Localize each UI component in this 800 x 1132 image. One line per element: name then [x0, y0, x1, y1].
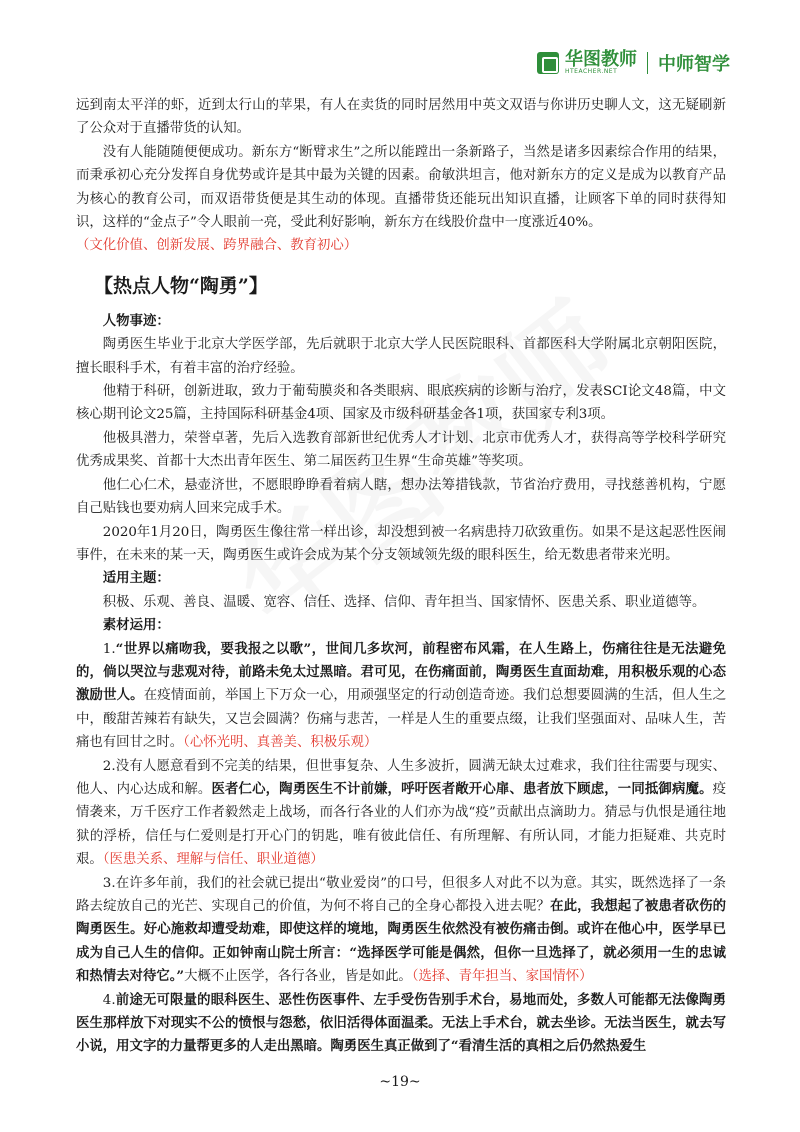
deeds-paragraph: 2020年1月20日，陶勇医生像往常一样出诊，却没想到被一名病患持刀砍致重伤。如果不是这起恶性医闹事件，在未来的某一天，陶勇医生或许会成为某个分支领域领先级的眼科医生，给无数患者带来光明。: [76, 524, 726, 563]
usage-lead: 1.: [102, 641, 116, 657]
usage-lead: 2.没有人愿意看到不完美的结果，但世事复杂、人生多波折，圆满无缺太过难求，我们往往需要与现实、他人、内心达成和解。: [76, 758, 726, 797]
usage-bold: 前途无可限量的眼科医生、恶性伤医事件、左手受伤告别手术台，易地而处，多数人可能都无法像陶勇医生那样放下对现实不公的愤恨与怨愁，依旧活得体面温柔。无法上手术台，就去坐诊。无法当医生，就去写小说，用文字的力量帮更多的人走出黑暗。陶勇医生真正做到了“看清生活的真相之后仍然热爱生: [76, 991, 726, 1055]
usage-tags: （医患关系、理解与信任、职业道德）: [102, 852, 324, 868]
usage-bold: 在此，我想起了被患者砍伤的陶勇医生。好心施救却遭受劫难，即使这样的境地，陶勇医生依然没有被伤痛击倒。或许在他心中，医学早已成为自己人生的信仰。正如钟南山院士所言：“选择医学可能是偶然，但你一旦选择了，就必须用一生的忠诚和热情去对待它。”: [76, 898, 727, 985]
deeds-heading: 人物事迹：: [102, 312, 170, 329]
logo-partner: 中师智学: [658, 54, 730, 75]
header-logo: [537, 50, 730, 76]
intro-paragraph-2: 没有人能随随便便成功。新东方“断臂求生”之所以能蹚出一条新路子，当然是诸多因素综合作用的结果，而秉承初心充分发挥自身优势或许是其中最为关键的因素。俞敏洪坦言，他对新东方的定义是成为以教育产品为核心的教育公司，而双语带货便是其生动的体现。直播带货还能玩出知识直播，让顾客下单的同时获得知识，这样的“金点子”令人眼前一亮，受此利好影响，新东方在线股价盘中一度涨近40%。: [76, 144, 726, 231]
usage-tags: （心怀光明、真善美、积极乐观）: [183, 735, 378, 751]
usage-bold: 医者仁心，陶勇医生不计前嫌，呼吁医者敞开心扉、患者放下顾虑，一同抵御病魔。: [211, 780, 713, 797]
intro-paragraph-1: 远到南太平洋的虾，近到太行山的苹果，有人在卖货的同时居然用中英文双语与你讲历史聊人文，这无疑刷新了公众对于直播带货的认知。: [76, 98, 726, 137]
logo-divider: [647, 52, 648, 74]
deeds-paragraph: 他精于科研，创新进取，致力于葡萄膜炎和各类眼病、眼底疾病的诊断与治疗，发表SCI论文48篇，中文核心期刊论文25篇，主持国际科研基金4项、国家及市级科研基金各1项，获国家专利3项。: [76, 384, 726, 423]
usage-bold: “世界以痛吻我，要我报之以歌”，世间几多坎河，前程密布风霜，在人生路上，伤痛往往是无法避免的，倘以哭泣与悲观对待，前路未免太过黑暗。君可见，在伤痛面前，陶勇医生直面劫难，用积极乐观的心态激励世人。: [76, 640, 726, 704]
page-number: ~19~: [379, 1074, 421, 1090]
usage-text: 大概不止医学，各行各业，皆是如此。: [184, 969, 412, 985]
usage-paragraph-4: [76, 989, 726, 1059]
logo-text-block: [565, 48, 637, 75]
deeds-paragraph: 陶勇医生毕业于北京大学医学部，先后就职于北京大学人民医院眼科、首都医科大学附属北京朝阳医院，擅长眼科手术，有着丰富的治疗经验。: [76, 337, 726, 376]
logo-subtitle: HTEACHER.NET: [565, 67, 618, 75]
usage-heading: 素材运用：: [102, 617, 170, 634]
usage-paragraph-1: [76, 638, 726, 755]
usage-paragraph-3: [76, 872, 726, 989]
themes-text: 积极、乐观、善良、温暖、宽容、信任、选择、信仰、青年担当、国家情怀、医患关系、职业道德等。: [102, 594, 706, 610]
intro-tags: （文化价值、创新发展、跨界融合、教育初心）: [76, 238, 358, 254]
usage-paragraph-2: [76, 755, 726, 872]
document-body: [76, 94, 726, 1059]
deeds-paragraph: 他仁心仁术，悬壶济世，不愿眼睁睁看着病人瞎，想办法筹措钱款，节省治疗费用，寻找慈善机构，宁愿自己贴钱也要劝病人回来完成手术。: [76, 477, 726, 517]
usage-text: 疫情袭来，万千医疗工作者毅然走上战场，而各行各业的人们亦为战“疫”贡献出点滴助力。猜忌与仇恨是通往地狱的浮桥，信任与仁爱则是打开心门的钥匙，唯有彼此信任、有所理解、有所认同，才能力拒疑难、共克时艰。: [76, 781, 727, 868]
usage-tags: （选择、青年担当、家国情怀）: [411, 969, 593, 985]
usage-lead: 4.: [102, 992, 116, 1008]
usage-lead: 3.在许多年前，我们的社会就已提出“敬业爱岗”的口号，但很多人对此不以为意。其实，既然选择了一条路去绽放自己的光芒、实现自己的价值，为何不将自己的全身心都投入进去呢？: [76, 875, 726, 914]
themes-heading: 适用主题：: [102, 570, 170, 587]
usage-text: 在疫情面前，举国上下万众一心，用顽强坚定的行动创造奇迹。我们总想要圆满的生活，但人生之中，酸甜苦辣若有缺失，又岂会圆满？伤痛与悲苦，一样是人生的重要点缀，让我们坚强面对、品味人生，苦痛也有回甘之时。: [76, 688, 727, 751]
deeds-paragraph: 他极具潜力，荣誉卓著，先后入选教育部新世纪优秀人才计划、北京市优秀人才，获得高等学校科学研究优秀成果奖、首都十大杰出青年医生、第二届医药卫生界“生命英雄”等奖项。: [76, 430, 726, 470]
logo-mark-icon: [537, 52, 559, 74]
logo-brand: 华图教师: [565, 48, 637, 70]
section-title: 【热点人物“陶勇”】: [94, 274, 268, 297]
